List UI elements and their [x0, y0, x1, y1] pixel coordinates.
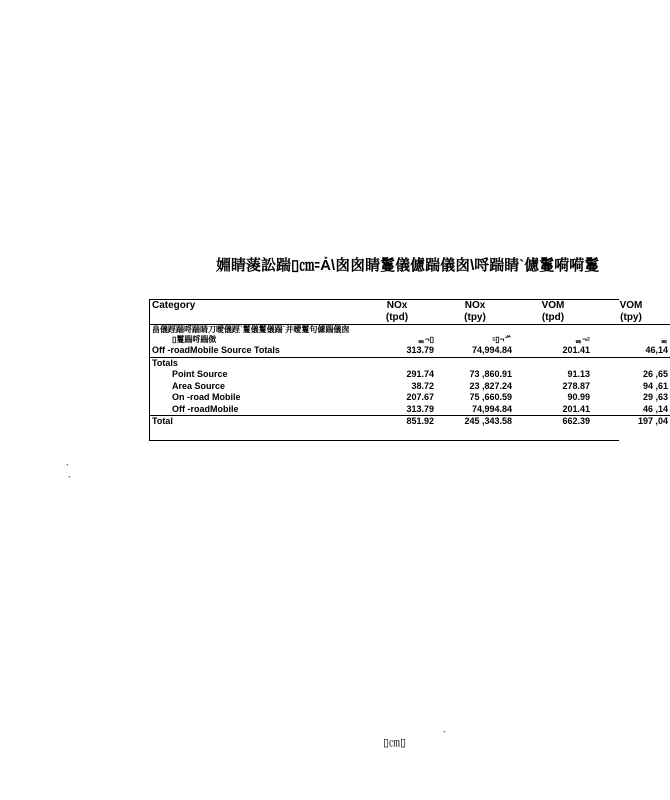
header-unit-vom-tpd: (tpd) — [514, 312, 592, 325]
emissions-table-container — [149, 299, 668, 441]
total-label: Total — [150, 416, 358, 428]
cell-value: 74,994.84 — [471, 403, 512, 414]
header-vom-tpy: VOM — [619, 300, 643, 311]
cell-value: 29 ,63 — [642, 392, 668, 402]
header-unit-nox-tpy: (tpy) — [436, 312, 514, 325]
emissions-table — [150, 300, 670, 428]
cell-value: 207.67 — [406, 392, 434, 402]
row-label: On -road Mobile — [172, 392, 241, 402]
table-row — [150, 325, 670, 336]
header-vom-tpd: VOM — [541, 300, 565, 311]
cell-value: 313.79 — [358, 345, 436, 357]
row-label: Point Source — [172, 369, 228, 379]
table-row-totals-heading — [150, 357, 670, 369]
cell-value: 91.13 — [567, 369, 590, 379]
header-unit-vom-tpy: (tpy) — [592, 312, 670, 325]
row-label: Off -roadMobile — [172, 403, 239, 414]
stray-mark: ` — [68, 475, 71, 485]
cell-value: 90.99 — [567, 392, 590, 402]
garbled-label-2: ▯鬘踹哷踹傚 — [172, 335, 217, 344]
row-label: Area Source — [172, 380, 226, 391]
header-unit-nox-tpd: (tpd) — [358, 312, 436, 325]
header-nox-tpd: NOx — [386, 300, 408, 311]
totals-heading: Totals — [152, 357, 178, 368]
cell-value: 278.87 — [562, 380, 590, 391]
table-header-row — [150, 300, 670, 312]
table-row-offroad-totals — [150, 345, 670, 357]
row-label: Off -roadMobile Source Totals — [150, 345, 358, 357]
table-header-units-row — [150, 312, 670, 325]
table-row — [150, 335, 670, 345]
total-value: 851.92 — [358, 416, 436, 428]
total-value: 245 ,343.58 — [436, 416, 514, 428]
garbled-value: ᆴ¬꞊ — [574, 335, 590, 344]
total-value: 197 ,04 — [592, 416, 670, 428]
table-row — [150, 381, 670, 393]
cell-value: 75 ,660.59 — [469, 392, 512, 402]
cell-value: 73 ,860.91 — [469, 369, 512, 379]
table-row — [150, 404, 670, 416]
cell-value: 26 ,65 — [642, 369, 668, 379]
cell-value: 46,14 — [592, 345, 670, 357]
header-category: Category — [152, 300, 196, 311]
cell-value: 46 ,14 — [642, 403, 668, 414]
garbled-value: ᆴ — [660, 335, 668, 344]
table-row-total — [150, 416, 670, 428]
stray-mark: ` — [443, 730, 446, 740]
header-nox-tpy: NOx — [464, 300, 486, 311]
header-blank — [150, 312, 358, 325]
table-row — [150, 369, 670, 381]
page-title: 婣睛蔆訟踹▯㎝꞊Ả\囪囪睛鬘儀儢踹儀囪\哷踹睛`儢鬘嗬嗬鬘 — [216, 257, 600, 274]
garbled-value: ꞊▯¬ᄽ — [492, 335, 512, 344]
table-row — [150, 392, 670, 404]
cell-value: 38.72 — [411, 380, 434, 391]
page-footer: ▯㎝▯ — [383, 737, 407, 749]
cell-value: 291.74 — [406, 369, 434, 379]
garbled-label-1: 畠儀踁踹哷踹睛刀曖儀踁`鬘儀鬘儀踹`并曖鬘句儢踹儀囪 — [152, 325, 350, 334]
garbled-value: ᆴ¬▯ — [417, 335, 434, 344]
total-value: 662.39 — [514, 416, 592, 428]
cell-value: 74,994.84 — [436, 345, 514, 357]
cell-value: 201.41 — [562, 403, 590, 414]
stray-mark: ` — [66, 463, 69, 473]
cell-value: 94 ,61 — [642, 380, 668, 391]
cell-value: 201.41 — [514, 345, 592, 357]
cell-value: 23 ,827.24 — [469, 380, 512, 391]
cell-value: 313.79 — [406, 403, 434, 414]
